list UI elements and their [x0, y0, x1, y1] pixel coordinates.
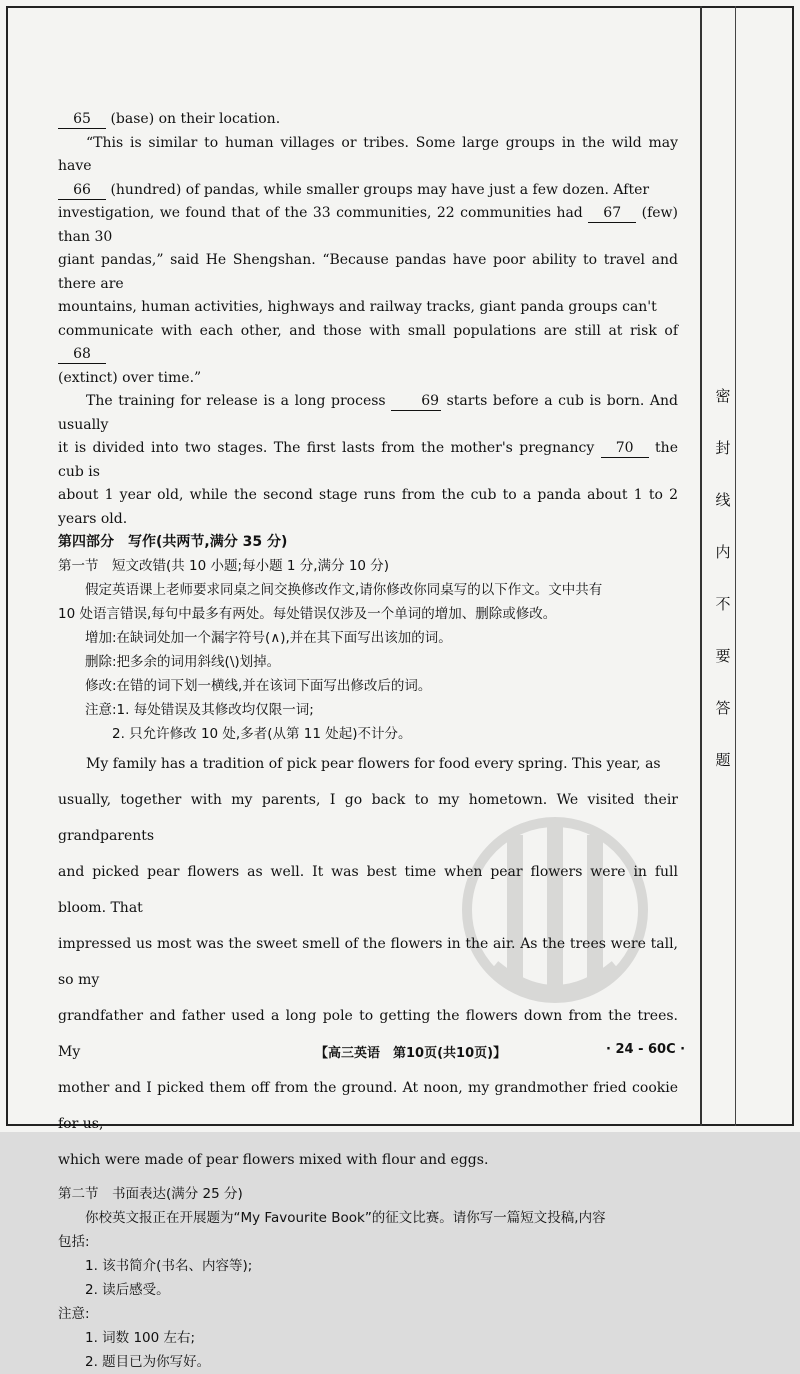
passage-line: [58, 108, 678, 132]
seal-char: 封: [715, 439, 731, 457]
passage-text: communicate with each other, and those with small populations are still at risk of: [58, 322, 678, 339]
passage-text: (base) on their location.: [106, 111, 281, 127]
rule-add: 增加:在缺词处加一个漏字符号(∧),并在其下面写出该加的词。: [85, 630, 452, 646]
part4-heading: 第四部分 写作(共两节,满分 35 分): [58, 534, 288, 550]
passage-text: the cub is: [58, 440, 678, 480]
passage-line: [58, 202, 678, 249]
answer-blank-66[interactable]: 66: [58, 181, 106, 200]
passage-line: about 1 year old, while the second stage runs from the cub to a panda about 1 to 2 years old.: [58, 487, 678, 527]
essay-line: which were made of pear flowers mixed with flour and eggs.: [58, 1152, 489, 1168]
essay-line: impressed us most was the sweet smell of the flowers in the air. As the trees were tall, so my: [58, 936, 678, 988]
rule-modify: 修改:在错的词下划一横线,并在该词下面写出修改后的词。: [85, 678, 432, 694]
passage-line: (extinct) over time.”: [58, 369, 202, 386]
answer-blank-69[interactable]: 69: [391, 392, 441, 411]
seal-char: 题: [715, 751, 731, 769]
correction-essay[interactable]: [58, 746, 678, 1178]
note-item: 2. 题目已为你写好。: [85, 1354, 211, 1370]
seal-char: 内: [715, 543, 731, 561]
note-item: 1. 词数 100 左右;: [85, 1330, 196, 1346]
page-content: [58, 108, 678, 1374]
answer-blank-65[interactable]: 65: [58, 110, 106, 129]
passage-text: The training for release is a long process: [86, 393, 392, 409]
footer-code: · 24 - 60C ·: [606, 1042, 686, 1057]
answer-blank-67[interactable]: 67: [588, 204, 636, 223]
passage-text: starts before a cub is born. And usually: [58, 393, 678, 433]
passage-line: [58, 390, 678, 437]
frame-right-line: [792, 6, 794, 1126]
answer-blank-68[interactable]: 68: [58, 345, 106, 364]
binding-rule-inner: [735, 6, 736, 1126]
passage-text: (few) than 30: [58, 205, 679, 245]
passage-line: giant pandas,” said He Shengshan. “Because pandas have poor ability to travel and there are: [58, 252, 678, 292]
rule-delete: 删除:把多余的词用斜线(\)划掉。: [85, 654, 281, 670]
essay-line: usually, together with my parents, I go back to my hometown. We visited their grandparents: [58, 792, 678, 844]
binding-rule: [700, 6, 702, 1126]
note-heading: 注意:: [58, 1306, 90, 1322]
essay-line: grandfather and father used a long pole to getting the flowers down from the trees. My: [58, 1008, 678, 1060]
section2-heading: 第二节 书面表达(满分 25 分): [58, 1186, 243, 1202]
essay-line: My family has a tradition of pick pear flowers for food every spring. This year, as: [86, 756, 661, 772]
frame-left-line: [6, 6, 8, 1126]
instruction-line: 10 处语言错误,每句中最多有两处。每处错误仅涉及一个单词的增加、删除或修改。: [58, 606, 557, 622]
passage-line: [58, 320, 678, 367]
essay-line: and picked pear flowers as well. It was best time when pear flowers were in full bloom. That: [58, 864, 678, 916]
note-line: 注意:1. 每处错误及其修改均仅限一词;: [85, 702, 314, 718]
frame-top-line: [6, 6, 794, 8]
passage-line: [58, 437, 678, 484]
passage-line: mountains, human activities, highways and railway tracks, giant panda groups can't: [58, 299, 657, 315]
section1-heading: 第一节 短文改错(共 10 小题;每小题 1 分,满分 10 分): [58, 558, 390, 574]
task-line: 包括:: [58, 1234, 90, 1250]
passage-text: (hundred) of pandas, while smaller groups may have just a few dozen. After: [106, 181, 650, 198]
task-item: 2. 读后感受。: [85, 1282, 170, 1298]
seal-char: 答: [715, 699, 731, 717]
instruction-line: 假定英语课上老师要求同桌之间交换修改作文,请你修改你同桌写的以下作文。文中共有: [85, 582, 603, 598]
answer-blank-70[interactable]: 70: [601, 439, 649, 458]
seal-char: 密: [715, 387, 731, 405]
note-line: 2. 只允许修改 10 处,多者(从第 11 处起)不计分。: [112, 726, 412, 742]
task-item: 1. 该书简介(书名、内容等);: [85, 1258, 253, 1274]
passage-line: “This is similar to human villages or tribes. Some large groups in the wild may have: [58, 134, 678, 174]
passage-text: it is divided into two stages. The first lasts from the mother's pregnancy: [58, 440, 601, 456]
seal-line-notice: [712, 385, 734, 801]
seal-char: 线: [715, 491, 731, 509]
passage-line: [58, 179, 678, 203]
seal-char: 不: [715, 595, 731, 613]
seal-char: 要: [715, 647, 731, 665]
passage-text: investigation, we found that of the 33 communities, 22 communities had: [58, 205, 589, 221]
task-line: 你校英文报正在开展题为“My Favourite Book”的征文比赛。请你写一篇短文投稿,内容: [85, 1210, 606, 1226]
essay-line: mother and I picked them off from the ground. At noon, my grandmother fried cookie for us,: [58, 1080, 678, 1132]
footer-page-info: 【高三英语 第10页(共10页)】: [315, 1046, 507, 1061]
